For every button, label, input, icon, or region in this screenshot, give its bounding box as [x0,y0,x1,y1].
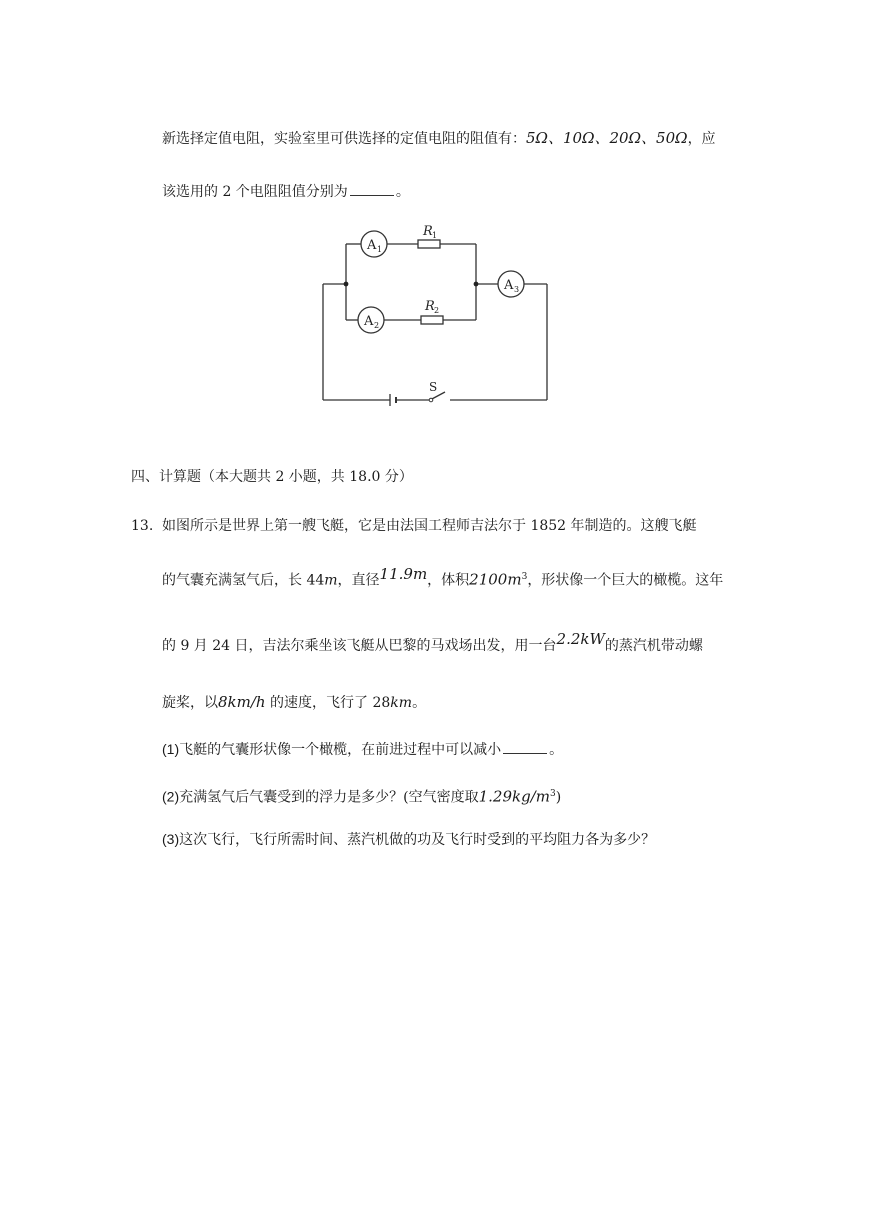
q13-subquestion-2 [162,784,561,808]
q12-resistor-values: 5Ω、10Ω、20Ω、50Ω [526,129,688,147]
answer-blank[interactable] [503,740,547,754]
speed-value: 8km/h [218,693,266,711]
q13-line1: 如图所示是世界上第一艘飞艇，它是由法国工程师吉法尔于 1852 年制造的。这艘飞艇 [162,518,697,534]
q12-line1-prefix: 新选择定值电阻，实验室里可供选择的定值电阻的阻值有： [162,131,526,147]
q13-line3-a: 的 9 月 24 日，吉法尔乘坐该飞艇从巴黎的马戏场出发，用一台 [162,638,557,654]
ammeter-a1-sub: 1 [377,245,383,254]
ammeter-a2-label: A [364,314,374,329]
q13-line4-c: 。 [412,695,427,711]
unit-m: m [324,572,338,589]
resistor-r2 [421,316,443,324]
junction-dot-right [474,282,479,287]
q13-number: 13. [131,518,154,534]
q12-line1-suffix: ，应 [687,131,716,147]
sub1-text: 飞艇的气囊形状像一个橄榄，在前进过程中可以减小 [179,742,502,758]
q12-text-line1 [162,128,716,149]
circuit-diagram [315,218,555,410]
sub2-end: ) [555,789,562,806]
unit-km: km [390,695,413,711]
q12-line2-text: 该选用的 2 个电阻阻值分别为 [162,184,348,200]
ammeter-a3-sub: 3 [514,285,520,294]
section-heading: 四、计算题（本大题共 2 小题，共 18.0 分） [131,469,413,485]
sub3-text: 这次飞行，飞行所需时间、蒸汽机做的功及飞行时受到的平均阻力各为多少？ [179,832,656,848]
q13-subquestion-1 [162,739,563,760]
switch-label: S [429,380,438,394]
density-value: 1.29kg/m [478,787,550,806]
q13-line4-a: 旋桨，以 [162,695,218,711]
density-exponent: 3 [549,789,556,799]
junction-dot-left [344,282,349,287]
volume-exponent: 3 [521,572,528,582]
power-value: 2.2kW [556,630,605,648]
ammeter-a2-sub: 2 [374,321,380,330]
resistor-r1-sub: 1 [432,231,438,240]
resistor-r2-label: R [425,299,435,314]
q13-line2 [162,564,724,591]
sub1-end: 。 [549,742,564,758]
q13-line3 [162,630,703,656]
diameter-value: 11.9m [379,564,428,583]
resistor-r1 [418,240,440,248]
switch-pivot [429,398,433,402]
resistor-r2-sub: 2 [434,306,440,315]
sub2-label: (2) [162,788,180,805]
volume-value: 2100m [469,570,522,589]
q13-subquestion-3 [162,829,655,850]
q13-line3-b: 的蒸汽机带动螺 [604,638,703,654]
sub3-label: (3) [162,831,180,847]
answer-blank[interactable] [350,182,394,196]
q12-line2-end: 。 [395,184,410,200]
sub2-text: 充满氢气后气囊受到的浮力是多少？(空气密度取 [179,789,479,806]
ammeter-a3-label: A [504,278,514,293]
sub1-label: (1) [162,741,180,757]
resistor-r1-label: R [423,224,433,239]
q13-line2-a: 的气囊充满氢气后，长 44 [162,572,325,589]
q13-line4-b: 的速度，飞行了 28 [265,695,391,711]
q13-line2-c: ，体积 [427,572,470,589]
q13-line2-d: ，形状像一个巨大的橄榄。这年 [527,572,724,589]
q13-line2-b: ，直径 [337,572,380,589]
q12-text-line2 [162,182,410,202]
q13-line4 [162,692,426,713]
ammeter-a1-label: A [367,238,377,253]
